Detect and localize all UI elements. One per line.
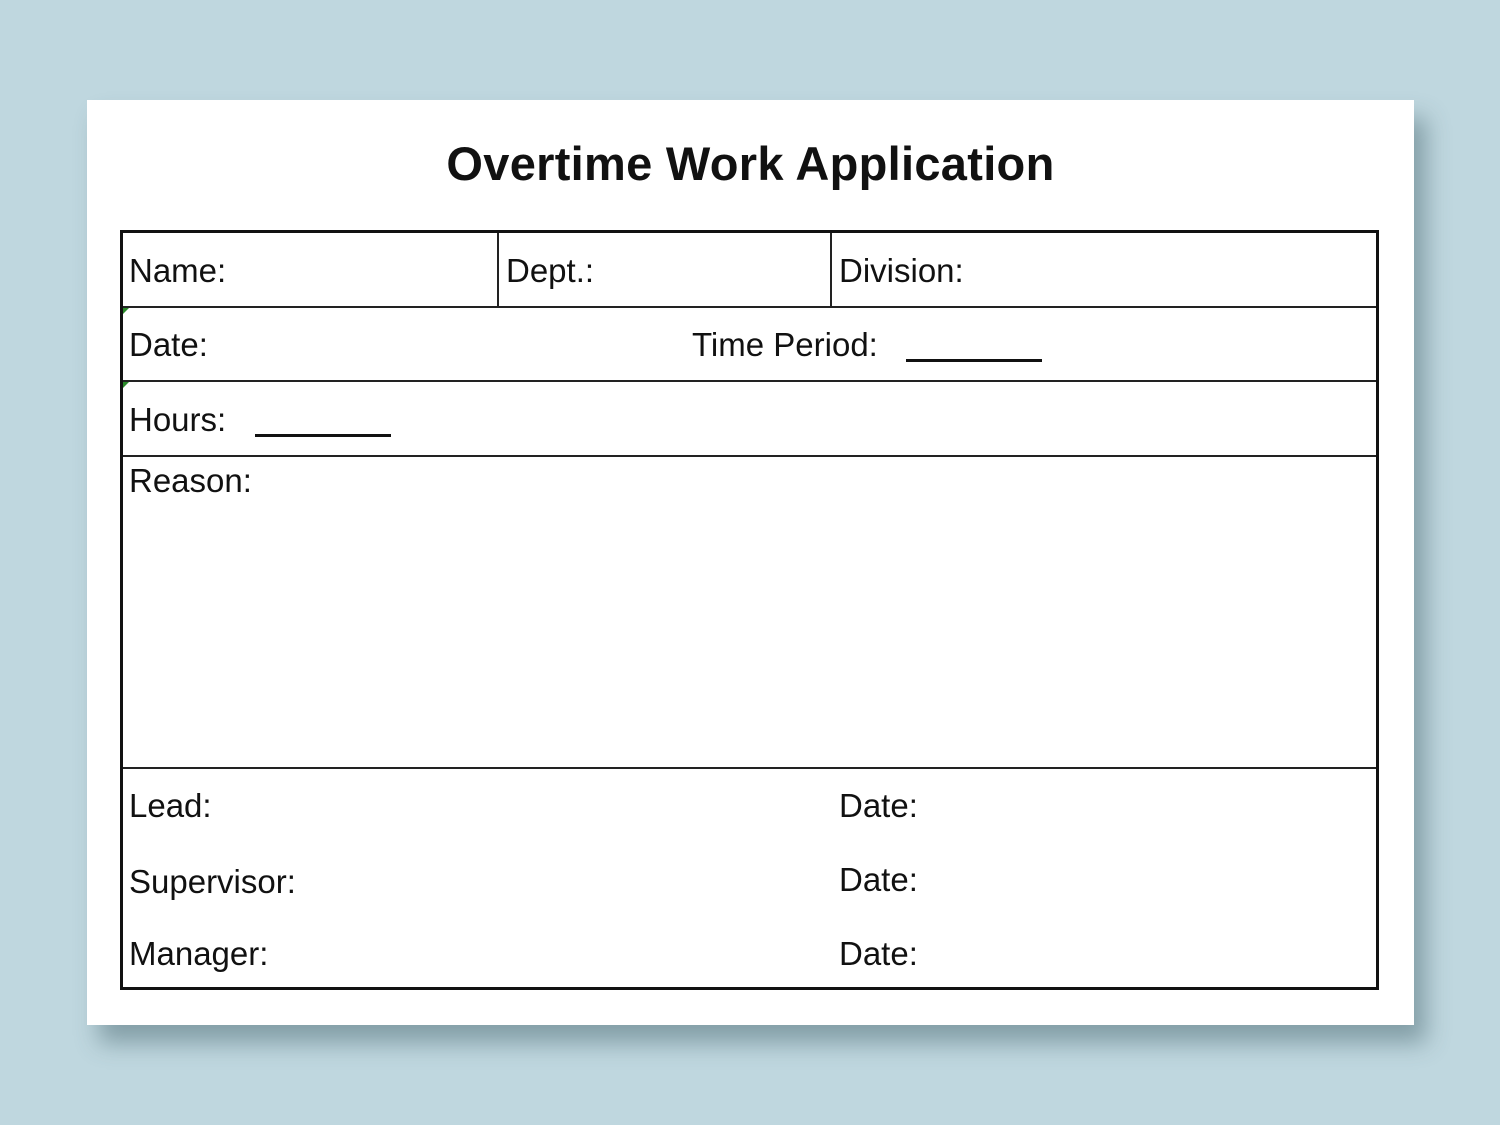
row-divider [123, 767, 1376, 769]
supervisor-date-label: Date: [839, 861, 918, 898]
hours-blank[interactable] [255, 434, 391, 437]
time-period-blank[interactable] [906, 359, 1042, 362]
row-divider [123, 306, 1376, 308]
time-period-label: Time Period: [692, 326, 878, 363]
name-label: Name: [129, 252, 227, 289]
form-sheet [87, 100, 1414, 1025]
form-title: Overtime Work Application [446, 137, 1055, 190]
reason-label: Reason: [129, 462, 252, 499]
cell-comment-marker [123, 308, 129, 314]
row-divider [123, 455, 1376, 457]
row-divider [123, 380, 1376, 382]
manager-date-label: Date: [839, 935, 918, 972]
dept-label: Dept.: [506, 252, 595, 289]
column-divider [497, 233, 499, 307]
division-label: Division: [839, 252, 964, 289]
lead-date-label: Date: [839, 787, 918, 824]
supervisor-label: Supervisor: [129, 863, 296, 900]
lead-label: Lead: [129, 787, 212, 824]
manager-label: Manager: [129, 935, 269, 972]
column-divider [830, 233, 832, 307]
date-label: Date: [129, 326, 208, 363]
form-table [120, 230, 1379, 990]
cell-comment-marker [123, 382, 129, 388]
hours-label: Hours: [129, 401, 227, 438]
